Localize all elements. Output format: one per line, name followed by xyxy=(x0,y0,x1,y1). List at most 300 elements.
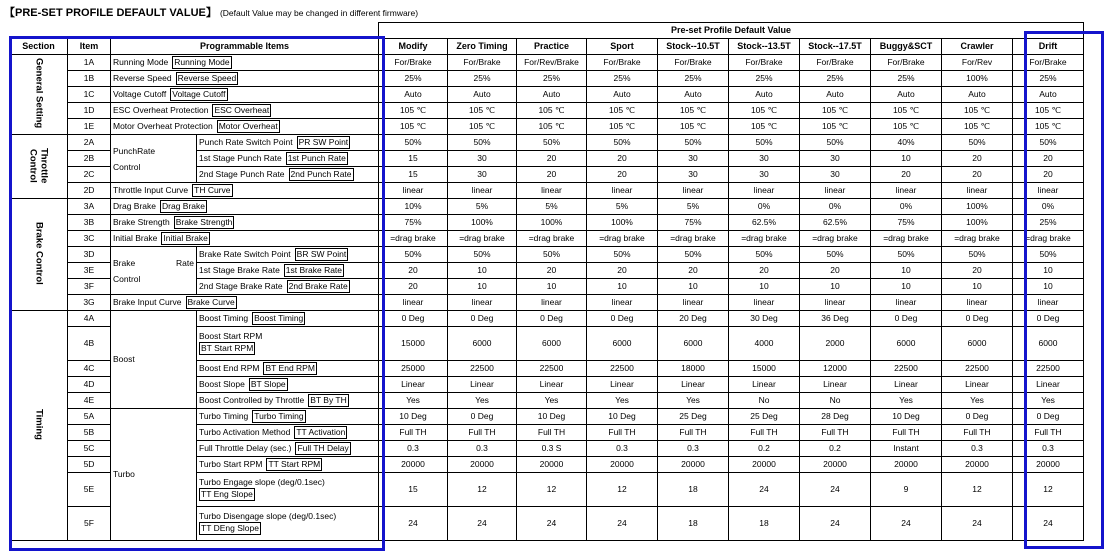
programmable-item-pair xyxy=(113,216,376,229)
profile-value xyxy=(448,425,517,441)
preset-band-label: Pre-set Profile Default Value xyxy=(670,24,792,35)
profile-value xyxy=(658,425,729,441)
profile-value-text: 105 ℃ xyxy=(1034,121,1062,132)
profile-value xyxy=(729,425,800,441)
item-code xyxy=(68,103,111,119)
profile-value xyxy=(658,361,729,377)
profile-value-text: 24 xyxy=(830,484,840,495)
profile-value xyxy=(448,119,517,135)
section-throttle-control-line1: Throttle xyxy=(38,147,50,184)
profile-value xyxy=(517,135,587,151)
programmable-item-pair xyxy=(199,442,376,455)
profile-value xyxy=(942,135,1013,151)
profile-value-text: 12 xyxy=(477,484,487,495)
item-code xyxy=(68,55,111,71)
profile-value xyxy=(448,361,517,377)
profile-value xyxy=(800,103,871,119)
profile-value-text: linear xyxy=(541,297,562,308)
profile-value-text: 100% xyxy=(540,217,563,228)
profile-value-text: Auto xyxy=(404,89,422,100)
programmable-item-pair xyxy=(113,200,376,213)
programmable-item-tag: TT DEng Slope xyxy=(201,522,259,533)
table-row xyxy=(10,183,1084,199)
col-profile xyxy=(517,39,587,55)
profile-value xyxy=(379,135,448,151)
profile-value xyxy=(379,311,448,327)
profile-value xyxy=(517,247,587,263)
profile-value-text: 25% xyxy=(897,73,915,84)
profile-value-text: 10 xyxy=(477,281,487,292)
profile-value-text: 105 ℃ xyxy=(892,105,920,116)
profile-value-text: For/Brake xyxy=(1029,57,1067,68)
programmable-item-label: Boost Timing xyxy=(199,313,249,324)
profile-value xyxy=(871,215,942,231)
programmable-item-label: Brake Input Curve xyxy=(113,297,182,308)
item-code-text: 2D xyxy=(83,185,95,196)
profile-value-text: linear xyxy=(895,297,917,308)
programmable-item-label: Boost End RPM xyxy=(199,363,260,374)
profile-value-text: 30 xyxy=(477,153,487,164)
profile-value xyxy=(379,409,448,425)
profile-default-table xyxy=(9,22,1084,541)
profile-value-text: 22500 xyxy=(965,363,989,374)
profile-value xyxy=(658,409,729,425)
profile-value-text: =drag brake xyxy=(670,233,716,244)
profile-value-text: =drag brake xyxy=(599,233,645,244)
programmable-item xyxy=(111,199,379,215)
profile-value xyxy=(800,231,871,247)
item-code-text: 1A xyxy=(83,57,95,68)
profile-value xyxy=(1013,327,1084,361)
profile-value xyxy=(1013,457,1084,473)
profile-value-text: 50% xyxy=(826,137,844,148)
programmable-item xyxy=(197,361,379,377)
profile-value xyxy=(517,295,587,311)
profile-value-text: linear xyxy=(682,185,704,196)
profile-value xyxy=(517,377,587,393)
profile-value-text: Linear xyxy=(681,379,705,390)
profile-value xyxy=(379,327,448,361)
programmable-item-pair xyxy=(199,378,376,391)
profile-value-text: 25% xyxy=(826,73,844,84)
programmable-item-label: Turbo Timing xyxy=(199,411,249,422)
preset-band-header xyxy=(379,23,1084,39)
profile-value-text: 20 xyxy=(617,265,627,276)
profile-value xyxy=(871,473,942,507)
profile-value-text: 75% xyxy=(404,217,422,228)
profile-value-text: 50% xyxy=(755,137,773,148)
profile-value xyxy=(517,103,587,119)
profile-value-text: 100% xyxy=(966,217,988,228)
profile-value xyxy=(448,279,517,295)
profile-value-text: =drag brake xyxy=(954,233,1000,244)
profile-value xyxy=(871,151,942,167)
profile-value-text: 0.3 xyxy=(687,443,699,454)
profile-value xyxy=(871,409,942,425)
item-code-text: 5A xyxy=(83,411,95,422)
profile-value xyxy=(729,263,800,279)
profile-value xyxy=(379,71,448,87)
profile-value-text: Linear xyxy=(470,379,494,390)
profile-value xyxy=(800,409,871,425)
profile-value xyxy=(379,119,448,135)
item-code xyxy=(68,393,111,409)
profile-value-text: 50% xyxy=(404,249,422,260)
profile-value xyxy=(517,199,587,215)
profile-value xyxy=(800,71,871,87)
profile-value xyxy=(1013,231,1084,247)
profile-value-text: 15000 xyxy=(752,363,776,374)
col-item xyxy=(68,39,111,55)
profile-value xyxy=(517,183,587,199)
profile-value xyxy=(871,135,942,151)
profile-value xyxy=(379,167,448,183)
profile-value xyxy=(517,393,587,409)
item-code-text: 3E xyxy=(83,265,95,276)
profile-value-text: For/Brake xyxy=(816,57,854,68)
item-code-text: 3G xyxy=(83,297,95,308)
profile-value xyxy=(942,377,1013,393)
profile-value xyxy=(800,441,871,457)
programmable-item-tag: Brake Curve xyxy=(187,297,235,307)
profile-value-text: 10 xyxy=(972,281,982,292)
group-brake-rate-label xyxy=(113,255,194,287)
profile-value-text: 50% xyxy=(826,249,844,260)
profile-value-text: 50% xyxy=(473,137,491,148)
programmable-item-label: Boost Start RPM xyxy=(199,331,263,342)
item-code xyxy=(68,215,111,231)
profile-value xyxy=(379,393,448,409)
profile-value-text: 10 xyxy=(617,281,627,292)
programmable-item-pair xyxy=(113,72,376,85)
profile-value xyxy=(800,279,871,295)
profile-value xyxy=(517,457,587,473)
profile-value-text: 20 xyxy=(830,265,840,276)
profile-value xyxy=(448,473,517,507)
programmable-item xyxy=(197,247,379,263)
profile-value xyxy=(448,151,517,167)
profile-value-text: 22500 xyxy=(1036,363,1060,374)
profile-value xyxy=(587,507,658,541)
profile-value xyxy=(379,87,448,103)
profile-value-text: 50% xyxy=(968,249,986,260)
profile-value-text: 20 xyxy=(1043,153,1053,164)
programmable-item xyxy=(197,473,379,507)
profile-value-text: 0 Deg xyxy=(610,313,634,324)
profile-value-text: 105 ℃ xyxy=(1034,105,1062,116)
profile-value-text: 25% xyxy=(473,73,491,84)
profile-value xyxy=(448,199,517,215)
profile-value-text: 0.3 xyxy=(1042,443,1054,454)
profile-value-text: Linear xyxy=(894,379,918,390)
profile-value-text: 20 xyxy=(759,265,769,276)
profile-value xyxy=(942,311,1013,327)
profile-value-text: 2000 xyxy=(825,338,845,349)
profile-value-text: 6000 xyxy=(612,338,632,349)
profile-value-text: 18 xyxy=(688,484,698,495)
col-profile-label: Practice xyxy=(533,40,570,51)
profile-value xyxy=(1013,135,1084,151)
profile-value-text: 50% xyxy=(968,137,986,148)
profile-value xyxy=(729,167,800,183)
programmable-item xyxy=(111,215,379,231)
profile-value-text: 12000 xyxy=(823,363,847,374)
programmable-item-label: ESC Overheat Protection xyxy=(113,105,209,116)
profile-value-text: Linear xyxy=(965,379,989,390)
programmable-item-tag: Voltage Cutoff xyxy=(172,89,226,99)
profile-value-text: 105 ℃ xyxy=(468,105,496,116)
profile-value xyxy=(871,507,942,541)
profile-value xyxy=(658,263,729,279)
column-header-row xyxy=(10,39,1084,55)
programmable-item-tag: Full TH Delay xyxy=(297,443,349,453)
profile-value xyxy=(587,151,658,167)
profile-value-text: 36 Deg xyxy=(821,313,849,324)
profile-value-text: 24 xyxy=(1043,518,1053,529)
table-row xyxy=(10,295,1084,311)
profile-value-text: linear xyxy=(402,185,424,196)
profile-value xyxy=(658,231,729,247)
programmable-item-label: 2nd Stage Punch Rate xyxy=(199,169,285,180)
profile-value xyxy=(942,295,1013,311)
profile-value-text: 105 ℃ xyxy=(538,105,565,116)
profile-value-text: 6000 xyxy=(1038,338,1058,349)
heading-title: 【PRE-SET PROFILE DEFAULT VALUE】 xyxy=(4,7,217,19)
profile-value-text: 25000 xyxy=(401,363,425,374)
profile-value-text: 105 ℃ xyxy=(821,105,849,116)
profile-value xyxy=(587,425,658,441)
profile-value-text: For/Brake xyxy=(674,57,712,68)
item-code xyxy=(68,311,111,327)
programmable-item xyxy=(111,231,379,247)
profile-value xyxy=(871,425,942,441)
profile-value xyxy=(1013,55,1084,71)
profile-value-text: 105 ℃ xyxy=(538,121,565,132)
group-punch-rate-label xyxy=(113,143,194,175)
profile-value-text: 25 Deg xyxy=(679,411,707,422)
profile-value-text: Full TH xyxy=(963,427,991,438)
programmable-item-pair xyxy=(113,120,376,133)
programmable-item xyxy=(197,167,379,183)
profile-value-text: 6000 xyxy=(683,338,703,349)
col-profile-label: Stock--17.5T xyxy=(808,40,862,51)
profile-value xyxy=(658,135,729,151)
profile-value-text: 18 xyxy=(688,518,698,529)
profile-value-text: 0% xyxy=(757,201,771,212)
profile-value-text: 18 xyxy=(759,518,769,529)
profile-value xyxy=(942,71,1013,87)
col-profile-label: Stock--10.5T xyxy=(666,40,720,51)
profile-value xyxy=(587,377,658,393)
profile-value xyxy=(658,103,729,119)
profile-value-text: 0 Deg xyxy=(540,313,563,324)
profile-value-text: No xyxy=(758,395,770,406)
profile-value xyxy=(942,231,1013,247)
col-profile-label: Buggy&SCT xyxy=(879,40,933,51)
profile-value xyxy=(942,103,1013,119)
table-row xyxy=(10,119,1084,135)
profile-value xyxy=(942,457,1013,473)
profile-value xyxy=(658,279,729,295)
profile-value xyxy=(379,231,448,247)
profile-value-text: 5% xyxy=(615,201,629,212)
profile-value-text: linear xyxy=(966,185,988,196)
profile-value-text: 30 Deg xyxy=(750,313,778,324)
profile-value-text: 0.3 xyxy=(971,443,983,454)
profile-value-text: 50% xyxy=(613,249,631,260)
profile-value-text: 24 xyxy=(617,518,627,529)
programmable-item xyxy=(197,279,379,295)
profile-value-text: 25% xyxy=(684,73,702,84)
profile-value xyxy=(379,507,448,541)
profile-value-text: 20000 xyxy=(752,459,776,470)
profile-value-text: Yes xyxy=(615,395,629,406)
profile-value xyxy=(448,215,517,231)
profile-value xyxy=(1013,425,1084,441)
programmable-item xyxy=(197,311,379,327)
profile-value xyxy=(658,393,729,409)
programmable-item-pair xyxy=(199,136,376,149)
profile-value-text: 10 xyxy=(901,265,911,276)
programmable-item-tag: TT Activation xyxy=(296,427,346,437)
profile-value-text: 0.2 xyxy=(758,443,770,454)
profile-value-text: 20000 xyxy=(610,459,634,470)
profile-value xyxy=(517,361,587,377)
profile-value xyxy=(942,199,1013,215)
profile-value-text: 10 xyxy=(1043,281,1053,292)
section-general-setting xyxy=(10,55,68,135)
profile-value-text: 24 xyxy=(901,518,911,529)
programmable-item-tag: BT Start RPM xyxy=(201,342,254,353)
profile-value xyxy=(729,71,800,87)
profile-value xyxy=(729,135,800,151)
profile-value xyxy=(587,183,658,199)
profile-value xyxy=(729,247,800,263)
profile-value-text: 20000 xyxy=(539,459,564,470)
profile-value xyxy=(379,263,448,279)
profile-value-text: 0% xyxy=(828,201,842,212)
profile-value xyxy=(587,167,658,183)
profile-value-text: 100% xyxy=(611,217,633,228)
profile-value-text: Linear xyxy=(610,379,634,390)
item-code xyxy=(68,327,111,361)
table-row xyxy=(10,199,1084,215)
profile-value-text: 18000 xyxy=(681,363,705,374)
profile-value-text: 50% xyxy=(473,249,491,260)
profile-value xyxy=(379,425,448,441)
programmable-item-pair xyxy=(199,264,376,277)
programmable-item-tag: 1st Brake Rate xyxy=(285,265,343,275)
profile-value-text: 50% xyxy=(755,249,773,260)
programmable-item-tag: BT Slope xyxy=(250,379,286,389)
profile-value-text: For/Rev/Brake xyxy=(524,57,579,68)
profile-value-text: Auto xyxy=(684,89,702,100)
profile-value-text: Yes xyxy=(475,395,489,406)
programmable-item-pair xyxy=(199,312,376,325)
profile-value-text: 24 xyxy=(830,518,840,529)
programmable-item-pair xyxy=(113,232,376,245)
profile-value-text: Auto xyxy=(1039,89,1057,100)
profile-value xyxy=(1013,409,1084,425)
profile-value-text: 105 ℃ xyxy=(608,105,636,116)
profile-value xyxy=(871,247,942,263)
profile-value xyxy=(448,441,517,457)
profile-value xyxy=(942,55,1013,71)
profile-value-text: 20000 xyxy=(1036,459,1060,470)
profile-value-text: linear xyxy=(402,297,424,308)
profile-value xyxy=(379,199,448,215)
profile-value-text: Full TH xyxy=(750,427,778,438)
profile-value-text: Full TH xyxy=(608,427,636,438)
item-code xyxy=(68,247,111,263)
col-profile xyxy=(587,39,658,55)
profile-value-text: Yes xyxy=(686,395,700,406)
programmable-item-label: Full Throttle Delay (sec.) xyxy=(199,443,292,454)
profile-value xyxy=(658,199,729,215)
item-code-text: 4A xyxy=(83,313,95,324)
profile-value-text: 50% xyxy=(897,249,915,260)
profile-value-text: 25 Deg xyxy=(750,411,778,422)
profile-value xyxy=(942,441,1013,457)
programmable-item-tag: 1st Punch Rate xyxy=(287,153,346,163)
profile-value xyxy=(871,87,942,103)
profile-value xyxy=(800,507,871,541)
item-code-text: 5F xyxy=(84,518,94,529)
profile-value xyxy=(1013,507,1084,541)
profile-value xyxy=(379,473,448,507)
profile-value xyxy=(871,377,942,393)
programmable-item-label: 1st Stage Punch Rate xyxy=(199,153,282,164)
profile-value-text: Yes xyxy=(1041,395,1055,406)
profile-value-text: 15 xyxy=(408,153,418,164)
profile-value xyxy=(658,119,729,135)
profile-value-text: 0 Deg xyxy=(894,313,918,324)
profile-value-text: 0.2 xyxy=(829,443,841,454)
profile-value-text: 10 xyxy=(901,153,911,164)
profile-value-text: 105 ℃ xyxy=(750,121,778,132)
profile-value-text: 30 xyxy=(688,169,698,180)
profile-value xyxy=(587,135,658,151)
profile-value xyxy=(587,441,658,457)
profile-value-text: 20 xyxy=(546,153,557,164)
heading-note: (Default Value may be changed in different firmware) xyxy=(219,8,419,18)
profile-value-text: =drag brake xyxy=(812,233,858,244)
profile-value xyxy=(448,409,517,425)
programmable-item-tag: Running Mode xyxy=(174,57,230,67)
programmable-item-label: Turbo Engage slope (deg/0.1sec) xyxy=(199,477,325,488)
profile-value xyxy=(800,327,871,361)
item-code-text: 4D xyxy=(83,379,95,390)
section-brake-control xyxy=(10,199,68,311)
profile-value-text: 10 xyxy=(759,281,769,292)
programmable-item-tag: Turbo Timing xyxy=(254,411,304,421)
profile-value xyxy=(448,457,517,473)
profile-value-text: 20 xyxy=(972,169,982,180)
profile-value xyxy=(587,199,658,215)
col-profile-label: Sport xyxy=(610,40,634,51)
profile-value xyxy=(448,247,517,263)
profile-value xyxy=(871,311,942,327)
programmable-item-pair xyxy=(199,426,376,439)
table-row xyxy=(10,409,1084,425)
programmable-item-tag: Brake Strength xyxy=(175,217,233,227)
profile-value-text: 4000 xyxy=(754,338,774,349)
profile-value-text: 20 xyxy=(1043,169,1053,180)
profile-value xyxy=(587,263,658,279)
profile-value xyxy=(658,311,729,327)
profile-value-text: 105 ℃ xyxy=(821,121,849,132)
profile-value-text: 10 xyxy=(830,281,840,292)
